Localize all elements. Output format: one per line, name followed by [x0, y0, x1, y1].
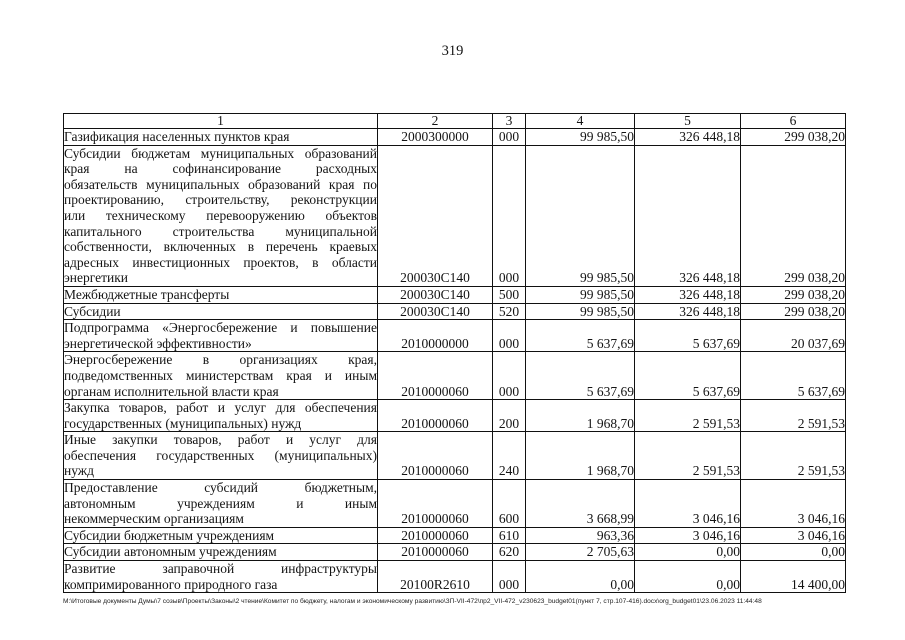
- row-label-cell: [64, 480, 378, 528]
- row-label-line: адресных инвестиционных проектов, в области: [64, 254, 377, 270]
- amount-cell-col5: 3 046,16: [635, 480, 741, 528]
- amount-cell-col6: 299 038,20: [741, 286, 846, 303]
- amount-cell-col4: 99 985,50: [526, 129, 635, 146]
- table-header-cell: 4: [526, 114, 635, 129]
- row-label-line: автономным учреждениям и иным: [64, 495, 377, 511]
- table-row: [64, 480, 846, 528]
- amount-cell-col6: 299 038,20: [741, 303, 846, 320]
- row-label-line: Субсидии автономным учреждениям: [64, 544, 277, 560]
- row-label-cell: [64, 561, 378, 593]
- amount-cell-col6: 2 591,53: [741, 432, 846, 480]
- row-label-line: некоммерческим организациям: [64, 511, 244, 527]
- amount-cell-col4: 963,36: [526, 527, 635, 544]
- amount-cell-col5: 326 448,18: [635, 286, 741, 303]
- row-label-cell: [64, 352, 378, 400]
- amount-cell-col6: 5 637,69: [741, 352, 846, 400]
- expense-type-code-cell: 000: [493, 129, 526, 146]
- expense-type-code-cell: 000: [493, 352, 526, 400]
- amount-cell-col5: 0,00: [635, 561, 741, 593]
- budget-code-cell: 2010000060: [378, 400, 493, 432]
- amount-cell-col5: 326 448,18: [635, 145, 741, 286]
- table-row: [64, 561, 846, 593]
- budget-code-cell: 200030С140: [378, 145, 493, 286]
- budget-code-cell: 2010000000: [378, 320, 493, 352]
- row-label-cell: [64, 320, 378, 352]
- amount-cell-col4: 5 637,69: [526, 352, 635, 400]
- row-label-line: подведомственных министерствам края и иным: [64, 367, 377, 383]
- amount-cell-col5: 0,00: [635, 544, 741, 561]
- expense-type-code-cell: 240: [493, 432, 526, 480]
- row-label-line: края на софинансирование расходных: [64, 161, 377, 177]
- row-label-line: Подпрограмма «Энергосбережение и повышение: [64, 320, 377, 336]
- expense-type-code-cell: 520: [493, 303, 526, 320]
- amount-cell-col6: 3 046,16: [741, 480, 846, 528]
- expense-type-code-cell: 620: [493, 544, 526, 561]
- amount-cell-col6: 14 400,00: [741, 561, 846, 593]
- expense-type-code-cell: 000: [493, 145, 526, 286]
- table-row: [64, 432, 846, 480]
- row-label-line: Газификация населенных пунктов края: [64, 129, 290, 144]
- table-row: [64, 400, 846, 432]
- expense-type-code-cell: 200: [493, 400, 526, 432]
- row-label-line: энергетической эффективности»: [64, 335, 252, 351]
- table-row: [64, 352, 846, 400]
- budget-code-cell: 2010000060: [378, 432, 493, 480]
- row-label-line: обязательств муниципальных образований края по: [64, 176, 377, 192]
- table-row: [64, 320, 846, 352]
- amount-cell-col5: 5 637,69: [635, 352, 741, 400]
- table-row: [64, 286, 846, 303]
- table-row: [64, 145, 846, 286]
- amount-cell-col6: 299 038,20: [741, 129, 846, 146]
- amount-cell-col6: 20 037,69: [741, 320, 846, 352]
- amount-cell-col4: 1 968,70: [526, 400, 635, 432]
- amount-cell-col6: 3 046,16: [741, 527, 846, 544]
- row-label-cell: [64, 145, 378, 286]
- amount-cell-col4: 3 668,99: [526, 480, 635, 528]
- row-label-line: собственности, включенных в перечень краевых: [64, 239, 377, 255]
- row-label-line: государственных (муниципальных) нужд: [64, 415, 302, 431]
- table-header-cell: 6: [741, 114, 846, 129]
- amount-cell-col4: 99 985,50: [526, 145, 635, 286]
- amount-cell-col4: 5 637,69: [526, 320, 635, 352]
- table-body: [64, 129, 846, 593]
- row-label-line: Субсидии: [64, 303, 121, 319]
- row-label-cell: [64, 432, 378, 480]
- table-header-cell: 2: [378, 114, 493, 129]
- amount-cell-col4: 99 985,50: [526, 286, 635, 303]
- amount-cell-col5: 5 637,69: [635, 320, 741, 352]
- table-header-cell: 3: [493, 114, 526, 129]
- budget-code-cell: 200030С140: [378, 286, 493, 303]
- row-label-line: Развитие заправочной инфраструктуры: [64, 561, 377, 577]
- row-label-line: нужд: [64, 463, 94, 479]
- budget-code-cell: 2010000060: [378, 544, 493, 561]
- amount-cell-col4: 99 985,50: [526, 303, 635, 320]
- table-header-cell: 5: [635, 114, 741, 129]
- row-label-line: компримированного природного газа: [64, 576, 278, 592]
- row-label-line: Энергосбережение в организациях края,: [64, 352, 377, 368]
- amount-cell-col5: 326 448,18: [635, 303, 741, 320]
- table-header-cell: 1: [64, 114, 378, 129]
- row-label-line: Субсидии бюджетам муниципальных образований: [64, 145, 377, 161]
- amount-cell-col4: 1 968,70: [526, 432, 635, 480]
- amount-cell-col6: 0,00: [741, 544, 846, 561]
- row-label-cell: [64, 286, 378, 303]
- file-path-footer: M:\Итоговые документы Думы\7 созыв\Проекты\Законы\2 чтение\Комитет по бюджету, налогам и экономическому развитию\ЗП-VII-472\пр2_VII-472_v230623_budget01(пункт 7, стр.107-416).docx\org_budget01\23.06.2023 11:44:48: [63, 598, 762, 605]
- budget-code-cell: 2010000060: [378, 527, 493, 544]
- row-label-cell: [64, 400, 378, 432]
- budget-code-cell: 200030С140: [378, 303, 493, 320]
- amount-cell-col5: 2 591,53: [635, 400, 741, 432]
- row-label-line: Межбюджетные трансферты: [64, 286, 230, 302]
- row-label-line: проектированию, строительству, реконструкции: [64, 192, 377, 208]
- expense-type-code-cell: 000: [493, 320, 526, 352]
- table-header-row: [64, 114, 846, 129]
- row-label-line: капитального строительства муниципальной: [64, 223, 377, 239]
- row-label-cell: [64, 544, 378, 561]
- table-row: [64, 129, 846, 146]
- row-label-line: органам исполнительной власти края: [64, 383, 279, 399]
- amount-cell-col5: 2 591,53: [635, 432, 741, 480]
- budget-code-cell: 2010000060: [378, 352, 493, 400]
- table-row: [64, 527, 846, 544]
- budget-table: [63, 113, 846, 593]
- budget-code-cell: 2000300000: [378, 129, 493, 146]
- amount-cell-col6: 299 038,20: [741, 145, 846, 286]
- budget-code-cell: 2010000060: [378, 480, 493, 528]
- amount-cell-col4: 0,00: [526, 561, 635, 593]
- amount-cell-col4: 2 705,63: [526, 544, 635, 561]
- row-label-cell: [64, 129, 378, 146]
- amount-cell-col5: 326 448,18: [635, 129, 741, 146]
- row-label-line: Предоставление субсидий бюджетным,: [64, 480, 377, 496]
- page-number: 319: [441, 43, 464, 59]
- table-row: [64, 544, 846, 561]
- row-label-line: Субсидии бюджетным учреждениям: [64, 527, 275, 543]
- table-row: [64, 303, 846, 320]
- row-label-cell: [64, 527, 378, 544]
- row-label-line: Иные закупки товаров, работ и услуг для: [64, 432, 377, 448]
- expense-type-code-cell: 000: [493, 561, 526, 593]
- expense-type-code-cell: 610: [493, 527, 526, 544]
- budget-code-cell: 20100R2610: [378, 561, 493, 593]
- amount-cell-col5: 3 046,16: [635, 527, 741, 544]
- row-label-line: или техническому перевооружению объектов: [64, 207, 377, 223]
- expense-type-code-cell: 600: [493, 480, 526, 528]
- row-label-line: обеспечения государственных (муниципальных): [64, 447, 377, 463]
- row-label-cell: [64, 303, 378, 320]
- amount-cell-col6: 2 591,53: [741, 400, 846, 432]
- row-label-line: Закупка товаров, работ и услуг для обеспечения: [64, 400, 377, 416]
- row-label-line: энергетики: [64, 270, 129, 286]
- expense-type-code-cell: 500: [493, 286, 526, 303]
